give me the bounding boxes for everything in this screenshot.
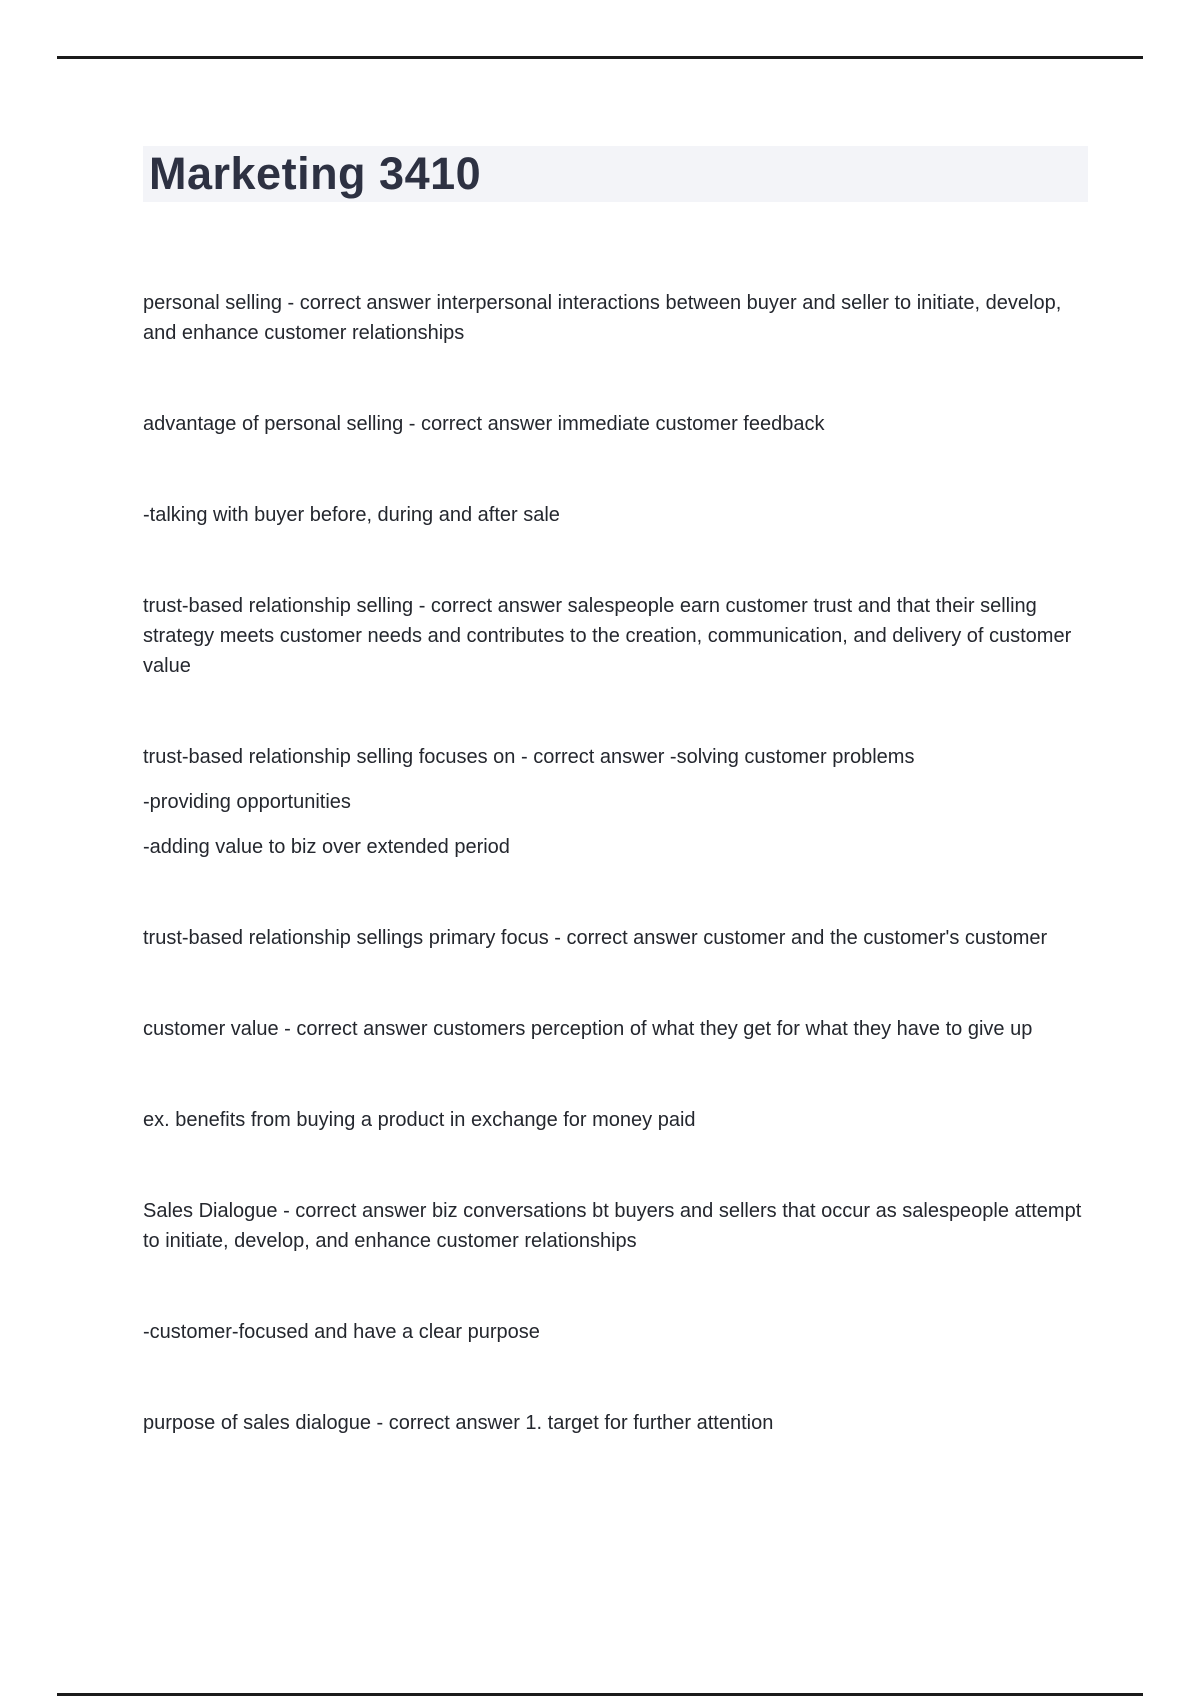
qa-paragraph: advantage of personal selling - correct answer immediate customer feedback: [143, 413, 825, 435]
qa-paragraph: -adding value to biz over extended period: [143, 836, 510, 858]
qa-paragraph: Sales Dialogue - correct answer biz conversations bt buyers and sellers that occur as salespeople attempt to initiate, develop, and enhance customer relationships: [143, 1200, 1082, 1252]
qa-paragraph: trust-based relationship selling focuses on - correct answer -solving customer problems: [143, 746, 915, 768]
document-body: [143, 288, 1083, 1438]
bottom-rule: [57, 1693, 1143, 1696]
qa-paragraph: purpose of sales dialogue - correct answer 1. target for further attention: [143, 1412, 774, 1434]
qa-paragraph: -customer-focused and have a clear purpose: [143, 1321, 540, 1343]
top-rule: [57, 56, 1143, 59]
qa-paragraph: ex. benefits from buying a product in exchange for money paid: [143, 1109, 696, 1131]
qa-paragraph: trust-based relationship selling - correct answer salespeople earn customer trust and that their selling strategy meets customer needs and contributes to the creation, communication, and delivery of customer value: [143, 595, 1072, 677]
page-title: Marketing 3410: [149, 148, 482, 199]
qa-paragraph: -talking with buyer before, during and after sale: [143, 504, 560, 526]
qa-paragraph: -providing opportunities: [143, 791, 351, 813]
page-content: [143, 146, 1088, 1438]
title-highlight-bar: [143, 146, 1088, 202]
qa-paragraph: customer value - correct answer customers perception of what they get for what they have to give up: [143, 1018, 1033, 1040]
qa-paragraph: personal selling - correct answer interpersonal interactions between buyer and seller to initiate, develop, and enhance customer relationships: [143, 292, 1062, 344]
qa-paragraph: trust-based relationship sellings primary focus - correct answer customer and the customer's customer: [143, 927, 1048, 949]
